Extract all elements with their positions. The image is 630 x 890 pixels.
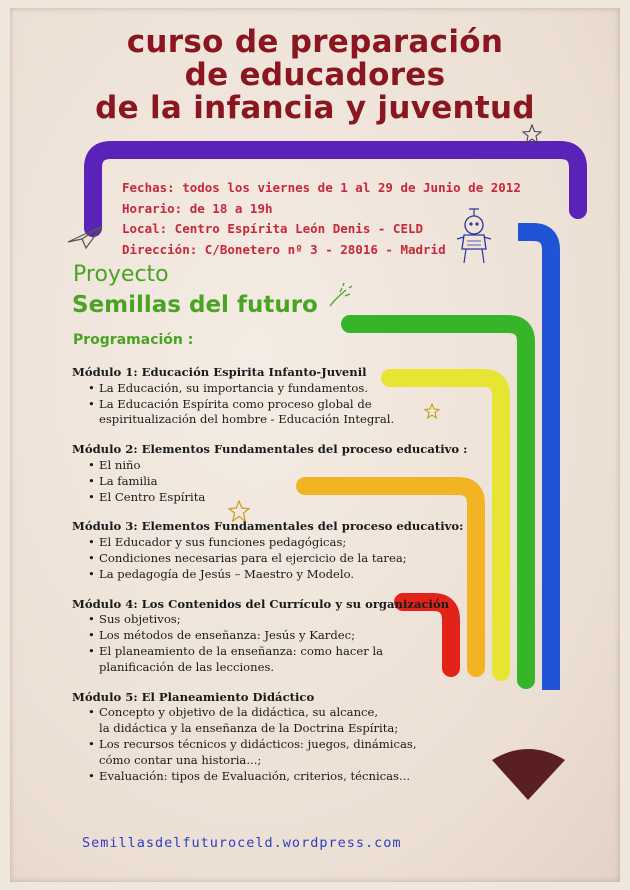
list-item: • El Educador y sus funciones pedagógicas; [72,535,492,551]
list-item: • El planeamiento de la enseñanza: como hacer la planificación de las lecciones. [72,644,492,676]
module-items [72,705,492,784]
module-items [72,612,492,675]
list-item: • Condiciones necesarias para el ejercicio de la tarea; [72,551,492,567]
module-title: Módulo 3: Elementos Fundamentales del proceso educativo: [72,519,464,534]
module-4 [72,597,492,676]
sparkle-icon [324,282,354,312]
title-line-1: curso de preparación [126,24,504,60]
info-fechas: Fechas: todos los viernes de 1 al 29 de Junio de 2012 [122,180,521,195]
list-item: • La Educación, su importancia y fundamentos. [72,381,492,397]
info-direccion: Dirección: C/Bonetero nº 3 - 28016 - Madrid [122,241,446,257]
list-item: • La familia [72,474,492,490]
list-item: • Los métodos de enseñanza: Jesús y Kardec; [72,628,492,644]
star-icon [522,124,542,144]
title-line-2: de educadores [184,57,446,93]
module-items [72,381,492,428]
info-horario: Horario: de 18 a 19h [122,200,273,216]
robot-doodle-icon [452,205,496,267]
website-link[interactable]: Semillasdelfuturoceld.wordpress.com [82,835,402,851]
paper-plane-icon [66,222,106,252]
list-item: • Sus objetivos; [72,612,492,628]
project-name: Semillas del futuro [72,292,318,318]
module-list [72,365,492,798]
list-item: • El Centro Espírita [72,490,492,506]
list-item: • Evaluación: tipos de Evaluación, criterios, técnicas... [72,769,492,785]
module-3 [72,519,492,582]
module-title: Módulo 4: Los Contenidos del Currículo y su organización [72,596,450,611]
module-items [72,458,492,505]
info-local: Local: Centro Espírita León Denis - CELD [122,221,424,236]
title-line-3: de la infancia y juventud [95,90,535,126]
pencil-tip-icon [492,749,565,800]
module-2 [72,442,492,505]
list-item: • La pedagogía de Jesús – Maestro y Modelo. [72,567,492,583]
list-item: • Los recursos técnicos y didácticos: juegos, dinámicas, cómo contar una historia...; [72,737,492,769]
module-title: Módulo 1: Educación Espirita Infanto-Juvenil [72,365,367,379]
module-title: Módulo 2: Elementos Fundamentales del proceso educativo : [72,442,468,457]
list-item: • Concepto y objetivo de la didáctica, su alcance, la didáctica y la enseñanza de la Doctrina Espírita; [72,705,492,737]
module-items [72,535,492,582]
list-item: • El niño [72,458,492,474]
poster-title [0,26,630,125]
list-item: • La Educación Espírita como proceso global de espiritualización del hombre - Educación Integral. [72,397,492,429]
module-5 [72,690,492,785]
programacion-heading: Programación : [73,332,194,348]
module-title: Módulo 5: El Planeamiento Didáctico [72,689,315,704]
project-label: Proyecto [73,262,169,287]
module-1 [72,365,492,428]
